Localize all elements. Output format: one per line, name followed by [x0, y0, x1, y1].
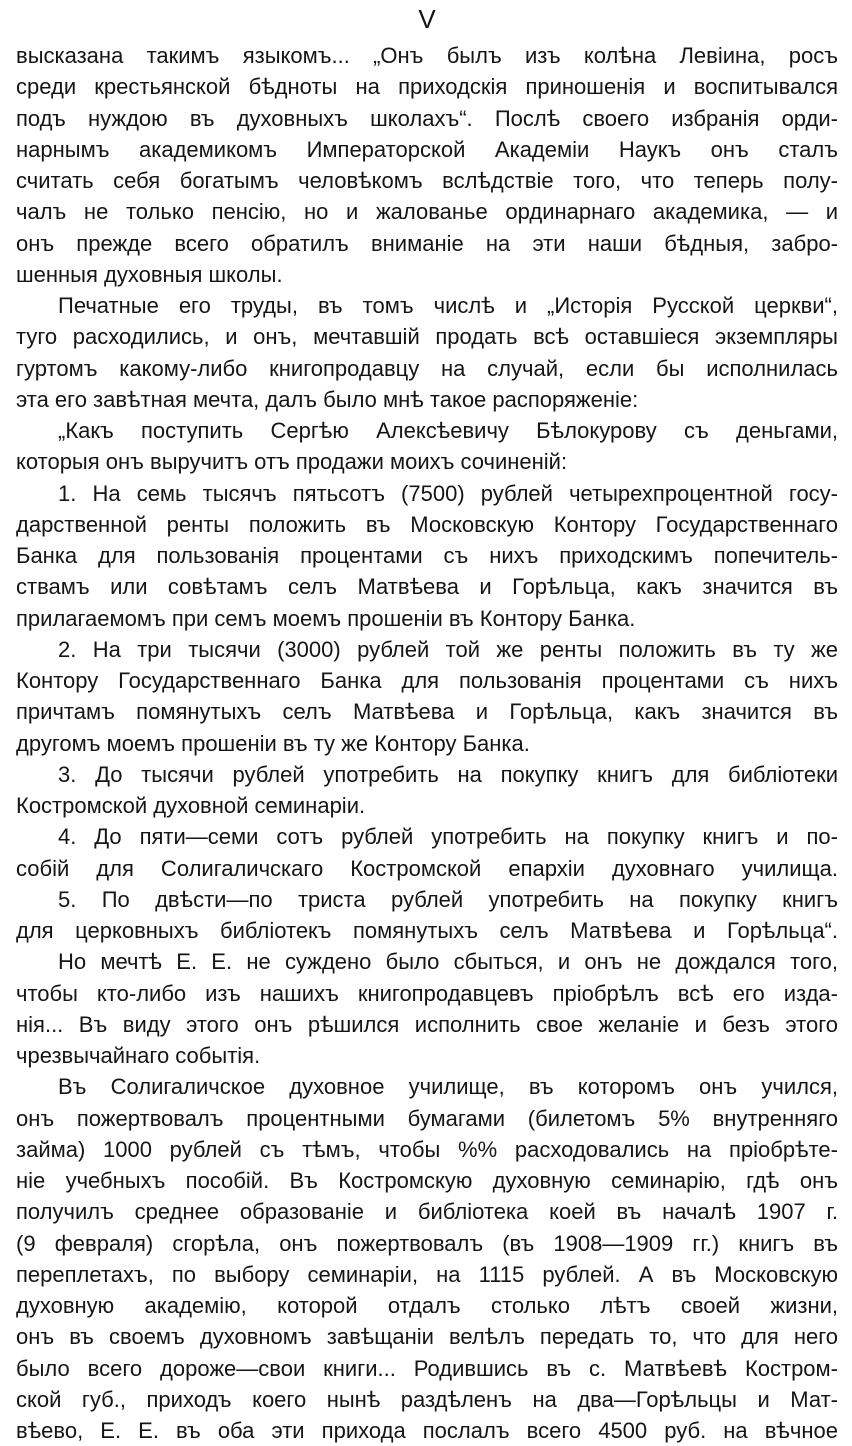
text-line: чрезвычайнаго событiя. [16, 1043, 261, 1068]
text-line: собiй для Солигаличскаго Костромской епархiи духовнаго училища. [16, 855, 838, 881]
text-line: 2. На три тысячи (3000) рублей той же ренты положить въ ту же [58, 636, 838, 662]
text-line: дарственной ренты положить въ Московскую Контору Государственнаго [16, 511, 838, 537]
text-line: займа) 1000 рублей съ тѣмъ, чтобы %% расходовались на прiобрѣте- [16, 1136, 838, 1162]
text-line: Костромской духовной семинарiи. [16, 793, 366, 818]
text-line: „Какъ поступить Сергѣю Алексѣевичу Бѣлокурову съ деньгами, [58, 418, 838, 443]
text-line: онъ прежде всего обратилъ вниманiе на эти наши бѣдныя, забро- [16, 230, 838, 256]
text-line: переплетахъ, по выбору семинарiи, на 1115 рублей. А въ Московскую [16, 1261, 838, 1287]
text-line: онъ въ своемъ духовномъ завѣщанiи велѣлъ передать то, что для него [16, 1324, 838, 1350]
text-line: онъ пожертвовалъ процентными бумагами (билетомъ 5% внутренняго [16, 1105, 838, 1131]
text-line: высказана такимъ языкомъ... „Онъ былъ изъ колѣна Левiина, росъ [16, 43, 838, 68]
text-line: шенныя духовныя школы. [16, 261, 283, 287]
text-line: прилагаемомъ при семъ моемъ прошенiи въ Контору Банка. [16, 605, 636, 631]
text-line: 3. До тысячи рублей употребить на покупку книгъ для библiотеки [58, 761, 838, 787]
text-line: Но мечтѣ Е. Е. не суждено было сбыться, и онъ не дождался того, [58, 949, 838, 975]
page-number: V [418, 4, 436, 34]
text-line: 1. На семь тысячъ пятьсотъ (7500) рублей четырехпроцентной госу- [58, 480, 838, 506]
text-line: духовную академiю, которой отдалъ столько лѣтъ своей жизни, [16, 1293, 838, 1318]
text-line: которыя онъ выручитъ отъ продажи моихъ сочиненiй: [16, 449, 568, 475]
text-line: ствамъ или совѣтамъ селъ Матвѣева и Горѣльца, какъ значится въ [16, 574, 838, 600]
text-line: нiя... Въ виду этого онъ рѣшился исполнить свое желанiе и безъ этого [16, 1011, 838, 1037]
text-line: Банка для пользованiя процентами съ нихъ приходскимъ попечитель- [16, 543, 838, 568]
text-line: (9 февраля) сгорѣла, онъ пожертвовалъ (въ 1908—1909 гг.) книгъ въ [16, 1230, 838, 1256]
text-line: эта его завѣтная мечта, далъ было мнѣ такое распоряженiе: [16, 386, 639, 412]
text-line: 5. По двѣсти—по триста рублей употребить на покупку книгъ [58, 886, 838, 912]
text-line: Контору Государственнаго Банка для пользованiя процентами съ нихъ [16, 668, 838, 693]
text-line: подъ нуждою въ духовныхъ школахъ“. Послѣ своего избранiя орди- [16, 105, 838, 131]
text-line: чалъ не только пенсiю, но и жалованье ординарнаго академика, — и [16, 199, 838, 225]
text-line: Печатные его труды, въ томъ числѣ и „Исторiя Русской церкви“, [58, 293, 838, 318]
text-line: нарнымъ академикомъ Императорской Академiи Наукъ онъ сталъ [16, 136, 838, 162]
text-line: нiе учебныхъ пособiй. Въ Костромскую духовную семинарiю, гдѣ онъ [16, 1168, 838, 1193]
text-line: другомъ моемъ прошенiи въ ту же Контору Банка. [16, 730, 530, 756]
text-line: считать себя богатымъ человѣкомъ вслѣдствiе того, что теперь полу- [16, 168, 838, 193]
text-line: получилъ среднее образованiе и библiотека коей въ началѣ 1907 г. [16, 1199, 838, 1225]
text-line: чтобы кто-либо изъ нашихъ книгопродавцевъ прiобрѣлъ всѣ его изда- [16, 980, 838, 1006]
text-line: гуртомъ какому-либо книгопродавцу на случай, если бы исполнилась [16, 355, 838, 381]
body-text [16, 40, 838, 1446]
text-line: туго расходились, и онъ, мечтавшiй продать всѣ оставшiеся экземпляры [16, 324, 838, 350]
text-line: среди крестьянской бѣдноты на приходскiя приношенiя и воспитывался [16, 74, 838, 100]
text-line: ской губ., приходъ коего нынѣ раздѣленъ на два—Горѣльцы и Мат- [16, 1386, 838, 1412]
text-line: для церковныхъ библiотекъ помянутыхъ селъ Матвѣева и Горѣльца“. [16, 918, 838, 943]
text-line: Въ Солигаличское духовное училище, въ которомъ онъ учился, [58, 1074, 838, 1100]
text-line: 4. До пяти—семи сотъ рублей употребить на покупку книгъ и по- [58, 824, 838, 850]
text-line: вѣево, Е. Е. въ оба эти прихода послалъ всего 4500 руб. на вѣчное [16, 1418, 838, 1443]
text-line: причтамъ помянутыхъ селъ Матвѣева и Горѣльца, какъ значится въ [16, 699, 838, 725]
text-line: было всего дороже—свои книги... Родившись въ с. Матвѣевѣ Костром- [16, 1355, 838, 1381]
